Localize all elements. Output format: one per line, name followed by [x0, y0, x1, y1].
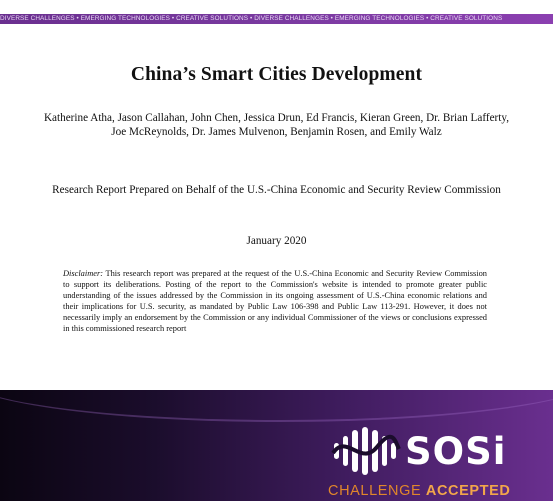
tagline-accepted: ACCEPTED: [425, 483, 511, 499]
footer-curve: [0, 390, 553, 422]
disclaimer-label: Disclaimer:: [63, 269, 104, 278]
disclaimer: [63, 269, 487, 334]
prepared-for-statement: Research Report Prepared on Behalf of the U.S.-China Economic and Security Review Commission: [52, 184, 501, 196]
publication-date: January 2020: [246, 235, 307, 247]
banner-text: DIVERSE CHALLENGES • EMERGING TECHNOLOGIES • CREATIVE SOLUTIONS • DIVERSE CHALLENGES • EMERGING TECHNOLOGIES • CREATIVE SOLUTIONS: [0, 15, 503, 22]
sosi-logo-icon: [331, 427, 401, 475]
author-list: Katherine Atha, Jason Callahan, John Chen, Jessica Drun, Ed Francis, Kieran Green, Dr. Brian Lafferty, Joe McReynolds, Dr. James Mulvenon, Benjamin Rosen, and Emily Walz: [43, 112, 510, 138]
document-title: China’s Smart Cities Development: [130, 64, 423, 85]
tagline-challenge: CHALLENGE: [328, 483, 422, 499]
sosi-logo-text: SOSi: [405, 430, 507, 473]
disclaimer-text: This research report was prepared at the request of the U.S.-China Economic and Security Review Commission to support its deliberations. Posting of the report to the Commission's website is intended to promote greater public understanding of the issues addressed by the Commission in its ongoing assessment of U.S.-China economic relations and their implications for U.S. security, as mandated by Public Law 106-398 and Public Law 113-291. However, it does not necessarily imply an endorsement by the Commission or any individual Commissioner of the views or conclusions expressed in this commissioned research report: [63, 269, 487, 333]
tagline: [328, 483, 518, 499]
top-banner: [0, 14, 553, 24]
